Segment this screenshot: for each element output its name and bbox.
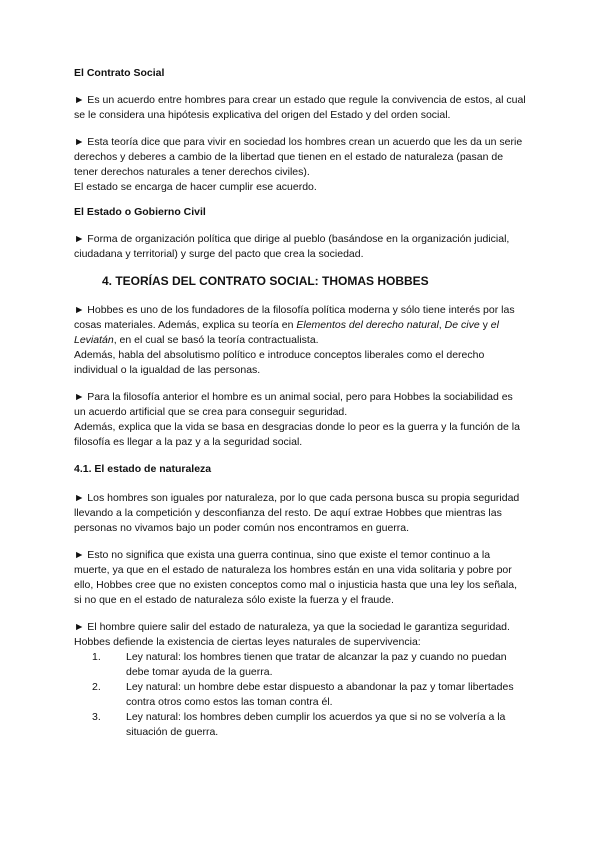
paragraph-sociability [74, 390, 526, 450]
book-title-elementos: Elementos del derecho natural [296, 319, 439, 331]
paragraph-theory [74, 135, 526, 195]
book-title-de-cive: De cive [444, 319, 480, 331]
list-item-number: 1. [92, 651, 101, 663]
paragraph-natural-laws: ► El hombre quiere salir del estado de naturaleza, ya que la sociedad le garantiza seguridad. Hobbes defiende la existencia de ciertas leyes naturales de supervivencia: [74, 621, 510, 648]
list-item-text: Ley natural: los hombres tienen que tratar de alcanzar la paz y cuando no puedan debe tomar ayuda de la guerra. [126, 651, 507, 678]
paragraph-equality: ► Los hombres son iguales por naturaleza, por lo que cada persona busca su propia seguridad llevando a la competición y desconfianza del resto. De aquí extrae Hobbes que mientras las personas no vivamos bajo un poder común nos encontramos en guerra. [74, 492, 520, 534]
list-item-number: 2. [92, 681, 101, 693]
heading-estado-gobierno: El Estado o Gobierno Civil [74, 206, 206, 218]
natural-laws-list [74, 650, 526, 740]
hobbes-intro-end: , en el cual se basó la teoría contractualista. [113, 334, 319, 346]
paragraph-theory-text: ► Esta teoría dice que para vivir en sociedad los hombres crean un acuerdo que les da un serie derechos y deberes a cambio de la libertad que tienen en el estado de naturaleza (pasan de tener derechos naturales a tener derechos civiles). [74, 136, 523, 178]
list-item-text: Ley natural: los hombres deben cumplir los acuerdos ya que si no se volvería a la situación de guerra. [126, 711, 506, 738]
separator-2: y [479, 319, 491, 331]
section-title-hobbes: 4. TEORÍAS DEL CONTRATO SOCIAL: THOMAS HOBBES [102, 274, 429, 288]
hobbes-intro-absolutism: Además, habla del absolutismo político e introduce conceptos liberales como el derecho individual o la igualdad de las personas. [74, 349, 485, 376]
paragraph-definition: ► Es un acuerdo entre hombres para crear un estado que regule la convivencia de estos, al cual se le considera una hipótesis explicativa del origen del Estado y del orden social. [74, 94, 526, 121]
separator-1: , [438, 319, 445, 331]
book-title-leviatan: el Leviatán [74, 319, 499, 346]
hobbes-intro-text: ► Hobbes es uno de los fundadores de la filosofía política moderna y sólo tiene interés por las cosas materiales. Además, explica su teoría en [74, 304, 515, 331]
sociability-war: Además, explica que la vida se basa en desgracias donde lo peor es la guerra y la función de la filosofía es llegar a la paz y a la seguridad social. [74, 421, 520, 448]
paragraph-fear: ► Esto no significa que exista una guerra continua, sino que existe el temor continuo a la muerte, ya que en el estado de naturaleza los hombres están en una vida solitaria y pobre por ello, Hobbes cree que no existen conceptos como mal o injusticia hasta que una ley los señala, si no que en el estado de naturaleza sólo existe la fuerza y el fraude. [74, 549, 518, 606]
paragraph-theory-note: El estado se encarga de hacer cumplir ese acuerdo. [74, 181, 317, 193]
heading-contrato-social: El Contrato Social [74, 67, 165, 79]
paragraph-hobbes-intro [74, 303, 526, 378]
list-item [92, 680, 526, 710]
list-item [92, 710, 526, 740]
list-item-number: 3. [92, 711, 101, 723]
list-item-text: Ley natural: un hombre debe estar dispuesto a abandonar la paz y tomar libertades contra otros como estos las toman contra él. [126, 681, 514, 708]
list-item [92, 650, 526, 680]
sociability-text: ► Para la filosofía anterior el hombre es un animal social, pero para Hobbes la sociabilidad es un acuerdo artificial que se crea para conseguir seguridad. [74, 391, 513, 418]
subsection-estado-naturaleza: 4.1. El estado de naturaleza [74, 463, 212, 475]
paragraph-government: ► Forma de organización política que dirige al pueblo (basándose en la organización judicial, ciudadana y territorial) y surge del pacto que crea la sociedad. [74, 233, 510, 260]
